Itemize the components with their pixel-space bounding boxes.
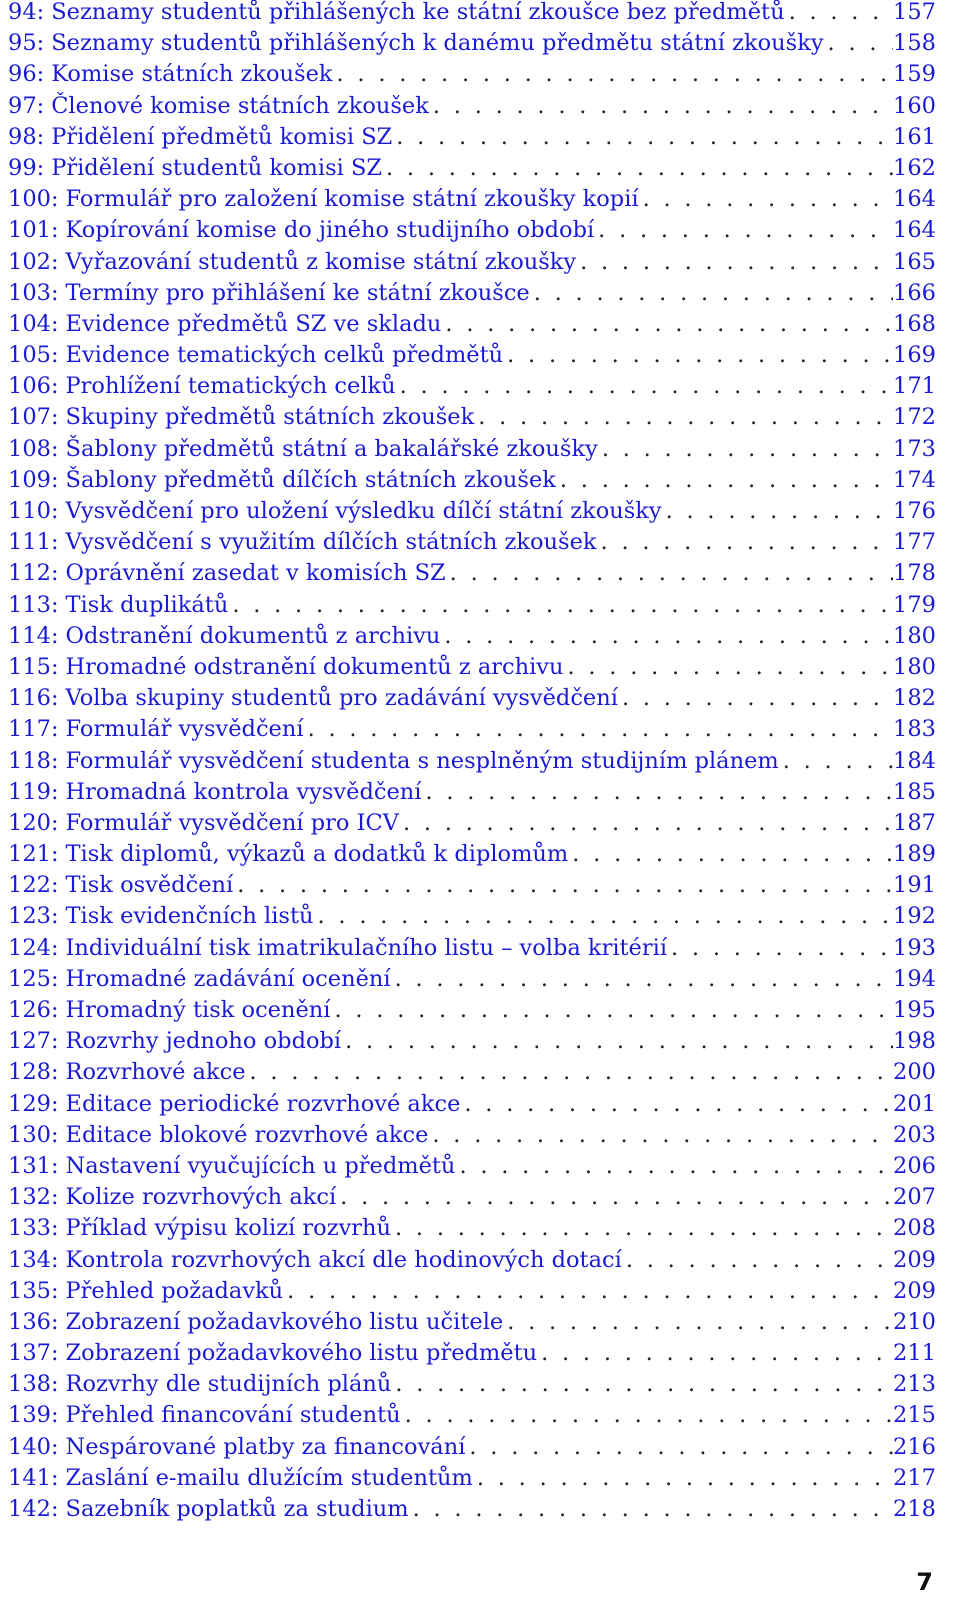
toc-entry[interactable] bbox=[8, 780, 936, 811]
toc-entry-title[interactable]: Členové komise státních zkoušek bbox=[51, 92, 429, 119]
toc-entry-number[interactable]: 133: bbox=[8, 1215, 59, 1242]
toc-entry-title[interactable]: Hromadné zadávání ocenění bbox=[65, 965, 391, 992]
dot-leader bbox=[594, 218, 893, 243]
toc-entry-number[interactable]: 102: bbox=[8, 248, 59, 275]
toc-entry[interactable] bbox=[8, 94, 936, 125]
toc-entry-title[interactable]: Tisk duplikátů bbox=[65, 591, 229, 618]
dot-leader bbox=[622, 1248, 893, 1273]
dot-leader bbox=[576, 250, 893, 275]
dot-leader bbox=[333, 62, 894, 87]
toc-entry[interactable] bbox=[8, 998, 936, 1029]
toc-entry-page[interactable]: 183 bbox=[893, 716, 936, 743]
toc-entry-number[interactable]: 94: bbox=[8, 0, 45, 25]
toc-entry-number[interactable]: 126: bbox=[8, 997, 59, 1023]
toc-entry-number[interactable]: 139: bbox=[8, 1402, 59, 1429]
dot-leader bbox=[455, 1154, 893, 1179]
toc-entry[interactable] bbox=[8, 936, 936, 967]
dot-leader bbox=[429, 94, 893, 119]
toc-entry-number[interactable]: 137: bbox=[8, 1340, 59, 1367]
toc-entry-page[interactable]: 174 bbox=[893, 466, 936, 493]
toc-entry-page[interactable]: 191 bbox=[893, 872, 936, 899]
toc-entry-title[interactable]: Vysvědčení pro uložení výsledku dílčí státní zkoušky bbox=[65, 498, 662, 524]
toc-entry-title[interactable]: Přehled požadavků bbox=[65, 1277, 284, 1304]
toc-entry[interactable] bbox=[8, 904, 936, 935]
toc-entry-page[interactable]: 161 bbox=[893, 123, 936, 150]
toc-entry-page[interactable]: 172 bbox=[893, 404, 936, 431]
toc-entry[interactable] bbox=[8, 0, 936, 31]
toc-entry-title[interactable]: Rozvrhové akce bbox=[65, 1059, 246, 1086]
toc-entry-number[interactable]: 96: bbox=[8, 61, 45, 88]
toc-entry-number[interactable]: 132: bbox=[8, 1184, 59, 1211]
toc-entry-number[interactable]: 112: bbox=[8, 560, 59, 587]
dot-leader bbox=[336, 1185, 893, 1210]
toc-entry-page[interactable]: 208 bbox=[893, 1215, 936, 1242]
toc-entry-number[interactable]: 138: bbox=[8, 1371, 59, 1398]
toc-entry-title[interactable]: Evidence předmětů SZ ve skladu bbox=[65, 310, 442, 337]
toc-entry-number[interactable]: 108: bbox=[8, 435, 59, 462]
toc-entry-page[interactable]: 211 bbox=[893, 1340, 936, 1367]
toc-entry[interactable] bbox=[8, 1466, 936, 1497]
toc-entry[interactable] bbox=[8, 1123, 936, 1154]
toc-entry-number[interactable]: 135: bbox=[8, 1277, 59, 1304]
toc-entry-page[interactable]: 178 bbox=[893, 560, 936, 587]
toc-entry-title[interactable]: Přehled financování studentů bbox=[65, 1402, 401, 1429]
dot-leader bbox=[314, 904, 894, 929]
toc-entry-title[interactable]: Oprávnění zasedat v komisích SZ bbox=[65, 560, 446, 587]
toc-entry-page[interactable]: 207 bbox=[893, 1184, 936, 1211]
toc-entry-title[interactable]: Nastavení vyučujících u předmětů bbox=[65, 1152, 456, 1179]
toc-entry-title[interactable]: Termíny pro přihlášení ke státní zkoušce bbox=[65, 279, 530, 306]
dot-leader bbox=[785, 0, 893, 25]
toc-entry[interactable] bbox=[8, 873, 936, 904]
toc-entry-title[interactable]: Šablony předmětů státní a bakalářské zkoušky bbox=[65, 435, 598, 462]
dot-leader bbox=[530, 281, 893, 306]
dot-leader bbox=[667, 936, 893, 961]
toc-entry-number[interactable]: 131: bbox=[8, 1152, 59, 1179]
dot-leader bbox=[391, 967, 893, 992]
dot-leader bbox=[597, 530, 894, 555]
toc-entry-page[interactable]: 162 bbox=[893, 154, 936, 181]
toc-entry-number[interactable]: 125: bbox=[8, 965, 59, 992]
dot-leader bbox=[331, 998, 894, 1023]
dot-leader bbox=[304, 717, 893, 742]
toc-entry-page[interactable]: 177 bbox=[893, 529, 936, 556]
dot-leader bbox=[618, 686, 893, 711]
toc-entry-page[interactable]: 158 bbox=[893, 30, 936, 57]
dot-leader bbox=[824, 31, 894, 56]
toc-entry-number[interactable]: 99: bbox=[8, 154, 45, 181]
toc-entry[interactable] bbox=[8, 31, 936, 62]
toc-entry-page[interactable]: 164 bbox=[893, 217, 936, 244]
toc-entry-number[interactable]: 107: bbox=[8, 404, 59, 431]
toc-entry[interactable] bbox=[8, 561, 936, 592]
dot-leader bbox=[382, 156, 893, 181]
dot-leader bbox=[474, 405, 893, 430]
toc-entry[interactable] bbox=[8, 749, 936, 780]
toc-entry[interactable] bbox=[8, 1060, 936, 1091]
dot-leader bbox=[392, 125, 893, 150]
dot-leader bbox=[779, 749, 893, 774]
toc-entry[interactable] bbox=[8, 593, 936, 624]
toc-entry-page[interactable]: 171 bbox=[893, 373, 936, 400]
toc-entry-page[interactable]: 166 bbox=[893, 279, 936, 306]
toc-entry-number[interactable]: 127: bbox=[8, 1028, 59, 1055]
toc-entry-title[interactable]: Tisk evidenčních listů bbox=[65, 903, 314, 930]
dot-leader bbox=[465, 1435, 893, 1460]
toc-entry[interactable] bbox=[8, 1310, 936, 1341]
toc-entry[interactable] bbox=[8, 530, 936, 561]
toc-entry-title[interactable]: Přidělení studentů komisi SZ bbox=[51, 154, 383, 181]
toc-entry-page[interactable]: 176 bbox=[893, 498, 936, 524]
toc-entry[interactable] bbox=[8, 218, 936, 249]
toc-entry-page[interactable]: 209 bbox=[893, 1277, 936, 1304]
toc-entry[interactable] bbox=[8, 405, 936, 436]
toc-entry-title[interactable]: Evidence tematických celků předmětů bbox=[65, 342, 504, 369]
toc-entry-page[interactable]: 198 bbox=[893, 1028, 936, 1055]
dot-leader bbox=[662, 499, 893, 524]
dot-leader bbox=[556, 468, 893, 493]
toc-entry[interactable] bbox=[8, 187, 936, 218]
toc-entry[interactable] bbox=[8, 437, 936, 468]
toc-entry-page[interactable]: 179 bbox=[893, 591, 936, 618]
toc-entry-number[interactable]: 113: bbox=[8, 591, 59, 618]
toc-entry-number[interactable]: 119: bbox=[8, 778, 59, 805]
toc-entry-title[interactable]: Tisk diplomů, výkazů a dodatků k diplomům bbox=[65, 841, 569, 868]
dot-leader bbox=[391, 1372, 893, 1397]
toc-entry[interactable] bbox=[8, 717, 936, 748]
toc-entry[interactable] bbox=[8, 281, 936, 312]
toc-entry-number[interactable]: 95: bbox=[8, 30, 45, 57]
toc-entry-title[interactable]: Odstranění dokumentů z archivu bbox=[65, 622, 441, 649]
dot-leader bbox=[228, 593, 893, 618]
toc-entry[interactable] bbox=[8, 156, 936, 187]
toc-entry-title[interactable]: Rozvrhy dle studijních plánů bbox=[65, 1371, 392, 1398]
toc-entry[interactable] bbox=[8, 1435, 936, 1466]
toc-entry-page[interactable]: 189 bbox=[893, 841, 936, 868]
toc-entry-title[interactable]: Editace blokové rozvrhové akce bbox=[65, 1121, 429, 1148]
dot-leader bbox=[598, 437, 893, 462]
toc-entry-number[interactable]: 111: bbox=[8, 529, 59, 556]
toc-entry-number[interactable]: 115: bbox=[8, 653, 59, 680]
toc-entry-page[interactable]: 182 bbox=[893, 685, 936, 712]
toc-entry-number[interactable]: 105: bbox=[8, 342, 59, 369]
toc-entry-page[interactable]: 195 bbox=[893, 997, 936, 1023]
toc-entry-number[interactable]: 134: bbox=[8, 1246, 59, 1273]
toc-entry-number[interactable]: 101: bbox=[8, 217, 59, 244]
dot-leader bbox=[396, 374, 893, 399]
toc-entry-title[interactable]: Formulář vysvědčení studenta s nesplněným studijním plánem bbox=[65, 747, 779, 774]
toc-entry[interactable] bbox=[8, 1403, 936, 1434]
toc-entry-page[interactable]: 180 bbox=[893, 622, 936, 649]
toc-entry[interactable] bbox=[8, 1279, 936, 1310]
toc-entry-title[interactable]: Nespárované platby za financování bbox=[65, 1433, 466, 1460]
toc-entry-title[interactable]: Tisk osvědčení bbox=[65, 872, 234, 899]
toc-entry-number[interactable]: 116: bbox=[8, 685, 59, 712]
toc-entry-title[interactable]: Zobrazení požadavkového listu předmětu bbox=[65, 1340, 538, 1367]
toc-entry-title[interactable]: Individuální tisk imatrikulačního listu – volba kritérií bbox=[65, 934, 668, 961]
toc-entry-page[interactable]: 218 bbox=[893, 1496, 936, 1522]
toc-entry[interactable] bbox=[8, 686, 936, 717]
toc-entry-title[interactable]: Editace periodické rozvrhové akce bbox=[65, 1090, 461, 1117]
toc-entry[interactable] bbox=[8, 250, 936, 281]
toc-entry-title[interactable]: Sazebník poplatků za studium bbox=[65, 1496, 409, 1522]
toc-entry-page[interactable]: 194 bbox=[893, 965, 936, 992]
toc-entry[interactable] bbox=[8, 1372, 936, 1403]
toc-entry[interactable] bbox=[8, 1029, 936, 1060]
toc-entry-number[interactable]: 128: bbox=[8, 1059, 59, 1086]
toc-entry-number[interactable]: 109: bbox=[8, 466, 59, 493]
toc-entry-title[interactable]: Formulář pro založení komise státní zkoušky kopií bbox=[65, 186, 639, 213]
toc-entry[interactable] bbox=[8, 125, 936, 156]
toc-entry-title[interactable]: Příklad výpisu kolizí rozvrhů bbox=[65, 1215, 392, 1242]
toc-entry-title[interactable]: Hromadná kontrola vysvědčení bbox=[65, 778, 422, 805]
toc-entry-page[interactable]: 159 bbox=[893, 61, 936, 88]
toc-entry-number[interactable]: 97: bbox=[8, 92, 45, 119]
toc-entry-page[interactable]: 168 bbox=[893, 310, 936, 337]
dot-leader bbox=[246, 1060, 894, 1085]
dot-leader bbox=[233, 873, 893, 898]
toc-entry-title[interactable]: Kontrola rozvrhových akcí dle hodinových dotací bbox=[65, 1246, 622, 1273]
toc-entry[interactable] bbox=[8, 1341, 936, 1372]
toc-entry-title[interactable]: Vyřazování studentů z komise státní zkoušky bbox=[65, 248, 577, 275]
toc-entry-page[interactable]: 185 bbox=[893, 778, 936, 805]
dot-leader bbox=[283, 1279, 893, 1304]
toc-entry-page[interactable]: 173 bbox=[893, 435, 936, 462]
toc-entry[interactable] bbox=[8, 624, 936, 655]
toc-entry[interactable] bbox=[8, 1185, 936, 1216]
toc-entry-number[interactable]: 110: bbox=[8, 498, 59, 524]
toc-entry-title[interactable]: Prohlížení tematických celků bbox=[65, 373, 396, 400]
toc-entry[interactable] bbox=[8, 655, 936, 686]
dot-leader bbox=[446, 561, 893, 586]
toc-entry-number[interactable]: 140: bbox=[8, 1433, 59, 1460]
toc-entry[interactable] bbox=[8, 343, 936, 374]
toc-entry-number[interactable]: 142: bbox=[8, 1496, 59, 1522]
dot-leader bbox=[401, 1403, 893, 1428]
toc-entry-page[interactable]: 180 bbox=[893, 653, 936, 680]
toc-entry-title[interactable]: Přidělení předmětů komisi SZ bbox=[51, 123, 393, 150]
toc-entry-page[interactable]: 201 bbox=[893, 1090, 936, 1117]
toc-entry-title[interactable]: Komise státních zkoušek bbox=[51, 61, 333, 88]
toc-entry[interactable] bbox=[8, 468, 936, 499]
toc-entry-page[interactable]: 213 bbox=[893, 1371, 936, 1398]
dot-leader bbox=[473, 1466, 893, 1491]
dot-leader bbox=[460, 1092, 893, 1117]
toc-entry-number[interactable]: 104: bbox=[8, 310, 59, 337]
toc-entry-page[interactable]: 187 bbox=[893, 809, 936, 836]
toc-entry-number[interactable]: 129: bbox=[8, 1090, 59, 1117]
toc-entry[interactable] bbox=[8, 1216, 936, 1247]
toc-entry-page[interactable]: 216 bbox=[893, 1433, 936, 1460]
dot-leader bbox=[440, 624, 893, 649]
toc-entry-page[interactable]: 210 bbox=[893, 1308, 936, 1335]
toc-entry-page[interactable]: 200 bbox=[893, 1059, 936, 1086]
toc-entry-number[interactable]: 114: bbox=[8, 622, 59, 649]
toc-entry-title[interactable]: Rozvrhy jednoho období bbox=[65, 1028, 342, 1055]
toc-entry-title[interactable]: Hromadný tisk ocenění bbox=[65, 997, 331, 1023]
toc-entry-page[interactable]: 165 bbox=[893, 248, 936, 275]
toc-entry-number[interactable]: 136: bbox=[8, 1308, 59, 1335]
dot-leader bbox=[564, 655, 894, 680]
dot-leader bbox=[341, 1029, 893, 1054]
toc-entry[interactable] bbox=[8, 1154, 936, 1185]
toc-entry-page[interactable]: 184 bbox=[893, 747, 936, 774]
toc-entry-title[interactable]: Vysvědčení s využitím dílčích státních zkoušek bbox=[65, 529, 597, 556]
toc-entry-number[interactable]: 120: bbox=[8, 809, 59, 836]
list-of-figures bbox=[8, 0, 936, 1528]
toc-entry-page[interactable]: 192 bbox=[893, 903, 936, 930]
toc-entry-title[interactable]: Zaslání e-mailu dlužícím studentům bbox=[65, 1464, 473, 1491]
dot-leader bbox=[503, 343, 893, 368]
toc-entry-page[interactable]: 164 bbox=[893, 186, 936, 213]
toc-entry-title[interactable]: Zobrazení požadavkového listu učitele bbox=[65, 1308, 504, 1335]
toc-entry[interactable] bbox=[8, 1092, 936, 1123]
toc-entry-number[interactable]: 122: bbox=[8, 872, 59, 899]
dot-leader bbox=[409, 1497, 893, 1522]
dot-leader bbox=[537, 1341, 893, 1366]
toc-entry[interactable] bbox=[8, 842, 936, 873]
toc-entry-title[interactable]: Seznamy studentů přihlášených k danému předmětu státní zkoušky bbox=[51, 30, 824, 57]
toc-entry-page[interactable]: 193 bbox=[893, 934, 936, 961]
toc-entry-page[interactable]: 215 bbox=[893, 1402, 936, 1429]
toc-entry-number[interactable]: 124: bbox=[8, 934, 59, 961]
dot-leader bbox=[399, 811, 893, 836]
toc-entry-page[interactable]: 169 bbox=[893, 342, 936, 369]
toc-entry-page[interactable]: 203 bbox=[893, 1121, 936, 1148]
toc-entry[interactable] bbox=[8, 967, 936, 998]
toc-entry[interactable] bbox=[8, 811, 936, 842]
toc-entry-page[interactable]: 206 bbox=[893, 1152, 936, 1179]
toc-entry-number[interactable]: 98: bbox=[8, 123, 45, 150]
toc-entry-title[interactable]: Formulář vysvědčení bbox=[65, 716, 304, 743]
toc-entry-number[interactable]: 121: bbox=[8, 841, 59, 868]
toc-entry-number[interactable]: 117: bbox=[8, 716, 59, 743]
toc-entry[interactable] bbox=[8, 499, 936, 530]
toc-entry-page[interactable]: 157 bbox=[893, 0, 936, 25]
dot-leader bbox=[421, 780, 893, 805]
toc-entry-title[interactable]: Kolize rozvrhových akcí bbox=[65, 1184, 337, 1211]
dot-leader bbox=[503, 1310, 893, 1335]
toc-entry-page[interactable]: 160 bbox=[893, 92, 936, 119]
toc-entry[interactable] bbox=[8, 312, 936, 343]
toc-entry[interactable] bbox=[8, 1248, 936, 1279]
toc-entry-number[interactable]: 118: bbox=[8, 747, 59, 774]
toc-entry-title[interactable]: Volba skupiny studentů pro zadávání vysvědčení bbox=[65, 685, 618, 712]
toc-entry[interactable] bbox=[8, 374, 936, 405]
toc-entry-number[interactable]: 141: bbox=[8, 1464, 59, 1491]
toc-entry-title[interactable]: Šablony předmětů dílčích státních zkoušek bbox=[65, 466, 556, 493]
toc-entry-number[interactable]: 100: bbox=[8, 186, 59, 213]
dot-leader bbox=[428, 1123, 893, 1148]
dot-leader bbox=[441, 312, 893, 337]
dot-leader bbox=[639, 187, 893, 212]
toc-entry-number[interactable]: 106: bbox=[8, 373, 59, 400]
toc-entry[interactable] bbox=[8, 1497, 936, 1528]
toc-entry-number[interactable]: 130: bbox=[8, 1121, 59, 1148]
toc-entry[interactable] bbox=[8, 62, 936, 93]
toc-entry-page[interactable]: 217 bbox=[893, 1464, 936, 1491]
dot-leader bbox=[391, 1216, 893, 1241]
toc-entry-title[interactable]: Formulář vysvědčení pro ICV bbox=[65, 809, 399, 836]
toc-entry-page[interactable]: 209 bbox=[893, 1246, 936, 1273]
toc-entry-title[interactable]: Kopírování komise do jiného studijního období bbox=[65, 217, 595, 244]
page-number: 7 bbox=[916, 1568, 933, 1596]
dot-leader bbox=[568, 842, 893, 867]
toc-entry-number[interactable]: 103: bbox=[8, 279, 59, 306]
toc-entry-title[interactable]: Seznamy studentů přihlášených ke státní zkoušce bez předmětů bbox=[51, 0, 785, 25]
toc-entry-title[interactable]: Skupiny předmětů státních zkoušek bbox=[65, 404, 475, 431]
toc-entry-number[interactable]: 123: bbox=[8, 903, 59, 930]
toc-entry-title[interactable]: Hromadné odstranění dokumentů z archivu bbox=[65, 653, 564, 680]
